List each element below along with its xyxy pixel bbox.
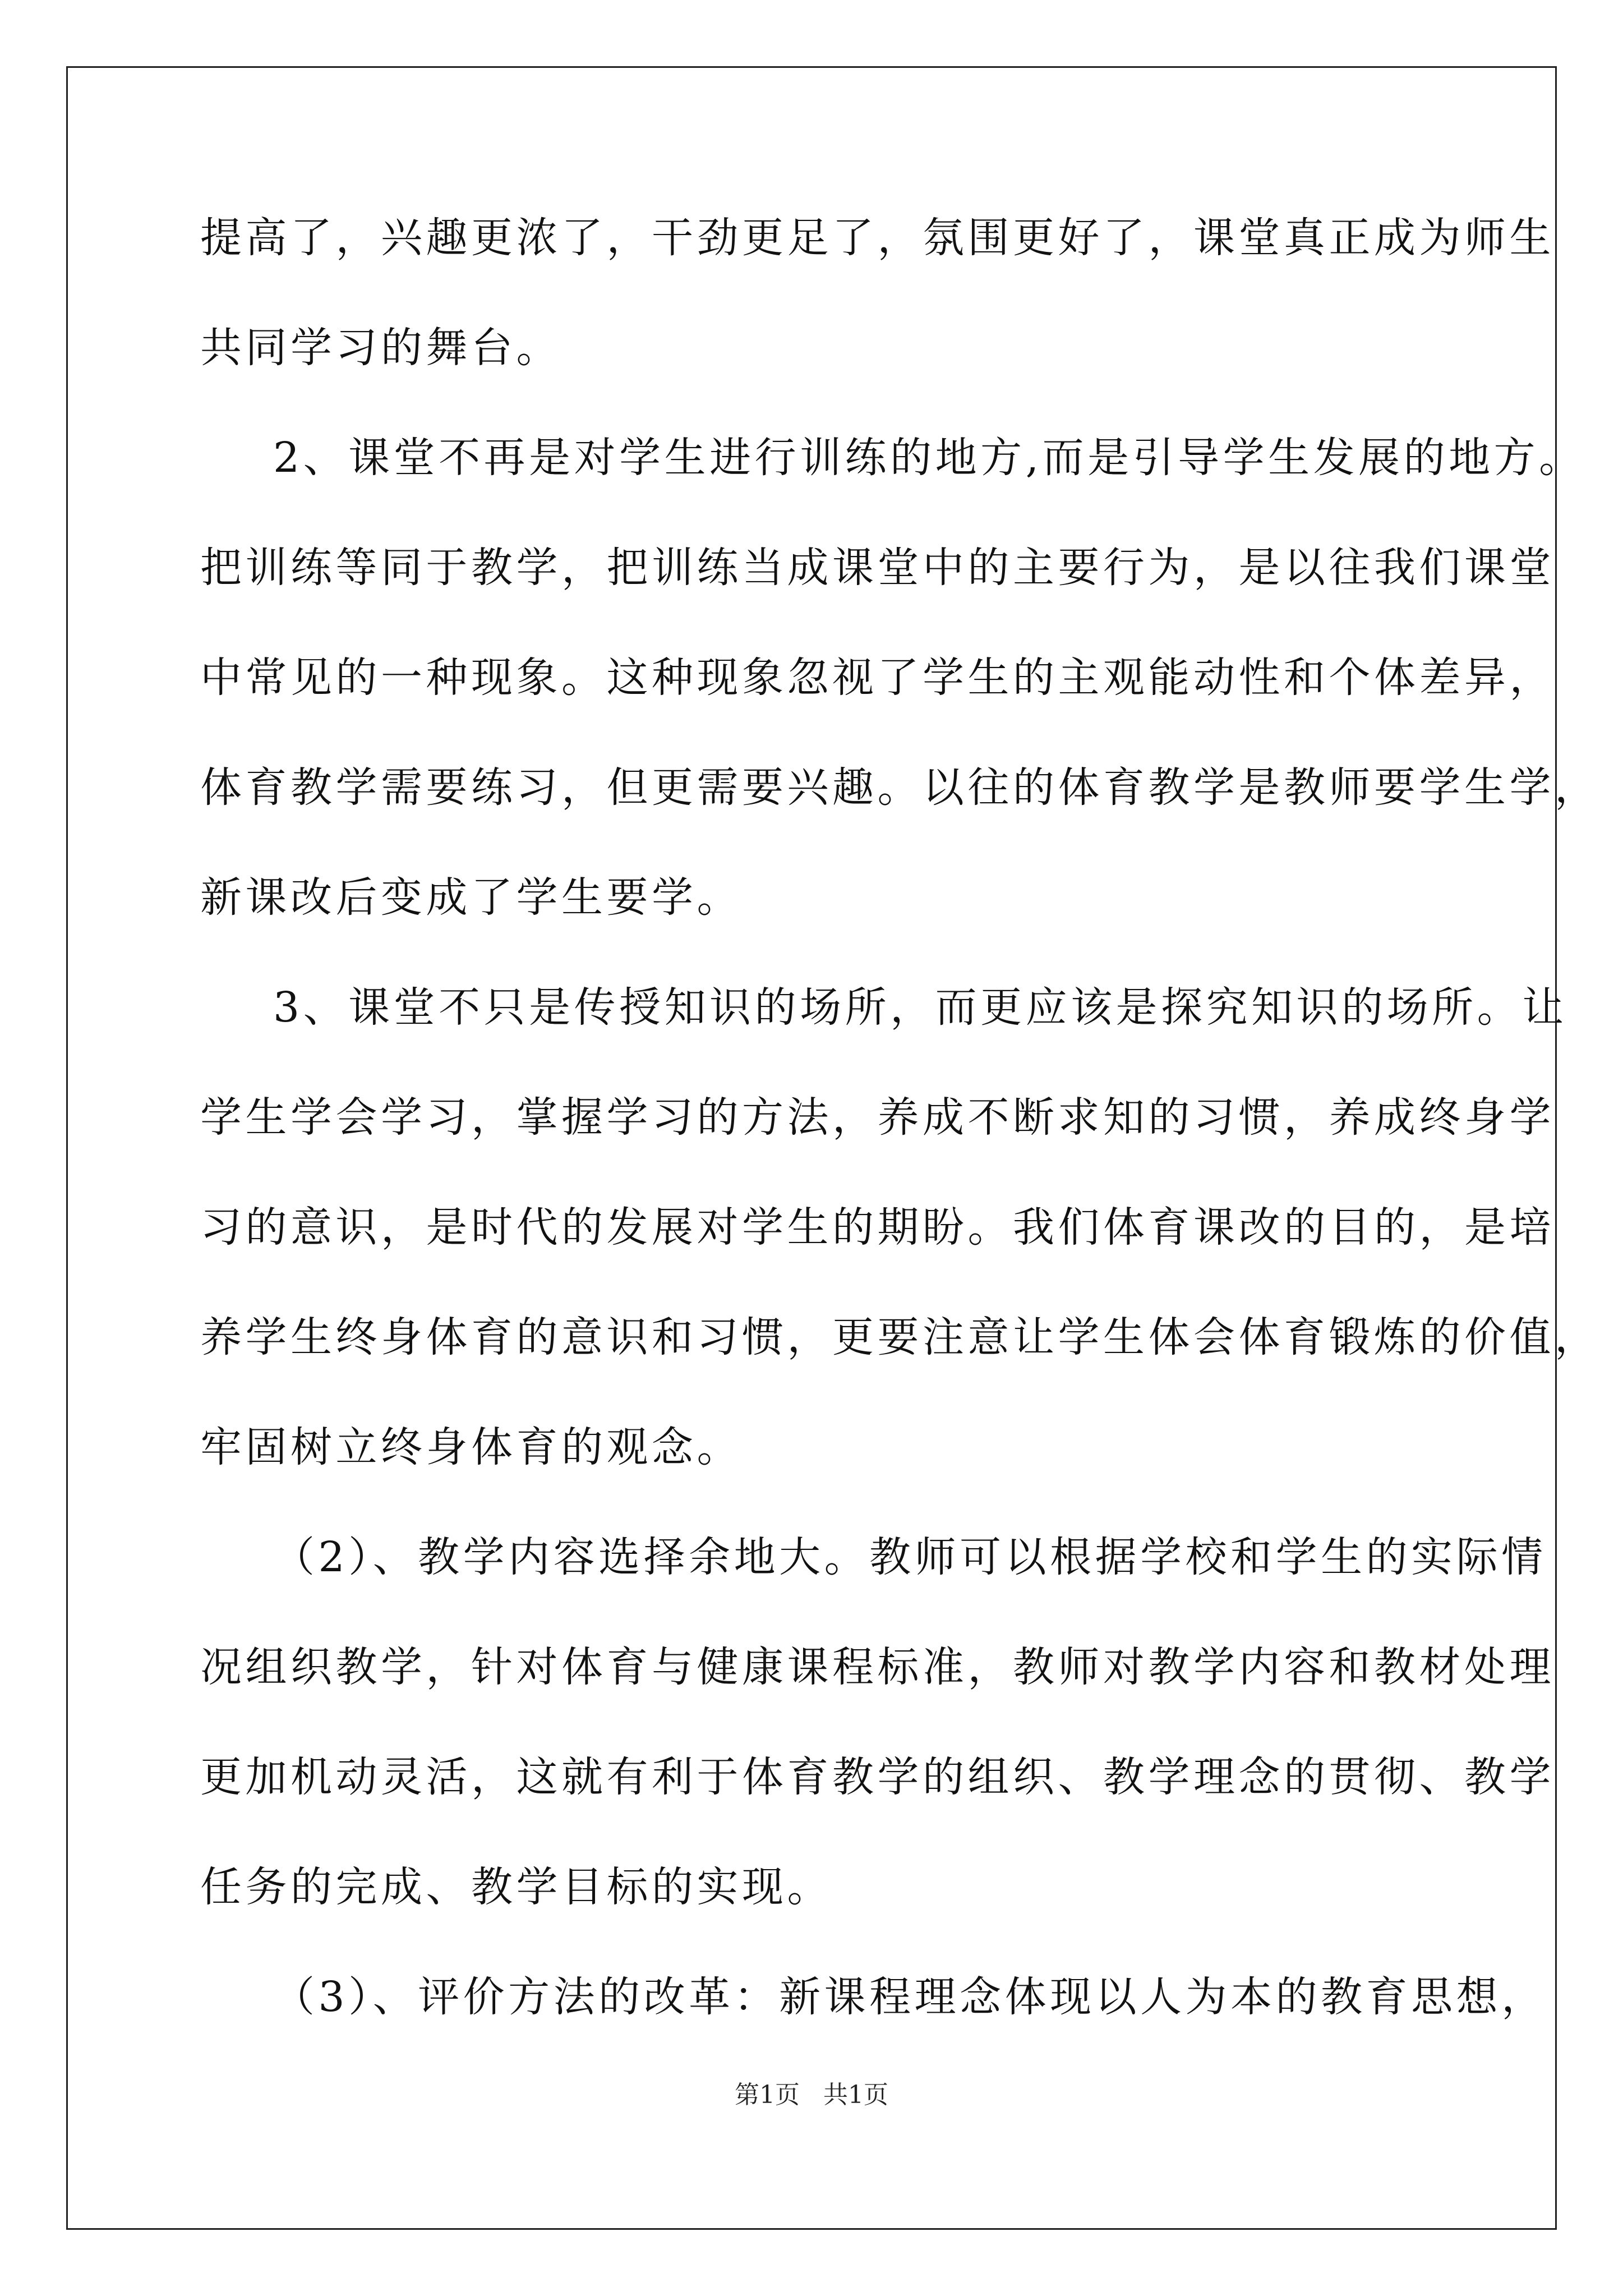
paragraph-start-line: 2、课堂不再是对学生进行训练的地方,而是引导学生发展的地方。 [273, 434, 1584, 482]
text-line: 共同学习的舞台。 [200, 324, 561, 372]
paragraph-start-line: （2）、教学内容选择余地大。教师可以根据学校和学生的实际情 [273, 1533, 1547, 1581]
text-line: 新课改后变成了学生要学。 [200, 873, 742, 922]
text-line: 体育教学需要练习，但更需要兴趣。以往的体育教学是教师要学生学， [200, 763, 1600, 812]
text-line: 更加机动灵活，这就有利于体育教学的组织、教学理念的贯彻、教学 [200, 1753, 1555, 1801]
text-line: 提高了，兴趣更浓了，干劲更足了，氛围更好了，课堂真正成为师生 [200, 214, 1555, 262]
text-line: 习的意识，是时代的发展对学生的期盼。我们体育课改的目的，是培 [200, 1203, 1555, 1251]
document-body [200, 210, 1600, 2079]
text-line: 学生学会学习，掌握学习的方法，养成不断求知的习惯，养成终身学 [200, 1093, 1555, 1142]
text-line: 养学生终身体育的意识和习惯，更要注意让学生体会体育锻炼的价值， [200, 1313, 1600, 1361]
text-line: 中常见的一种现象。这种现象忽视了学生的主观能动性和个体差异， [200, 654, 1555, 702]
text-line: 牢固树立终身体育的观念。 [200, 1423, 742, 1471]
text-line: 把训练等同于教学，把训练当成课堂中的主要行为，是以往我们课堂 [200, 544, 1555, 592]
text-line: 况组织教学，针对体育与健康课程标准，教师对教学内容和教材处理 [200, 1643, 1555, 1691]
paragraph-start-line: 3、课堂不只是传授知识的场所，而更应该是探究知识的场所。让 [273, 983, 1567, 1032]
page-footer: 第1页 共1页 [735, 2081, 888, 2109]
text-line: 任务的完成、教学目标的实现。 [200, 1863, 832, 1911]
paragraph-start-line: （3）、评价方法的改革：新课程理念体现以人为本的教育思想， [273, 1973, 1547, 2021]
